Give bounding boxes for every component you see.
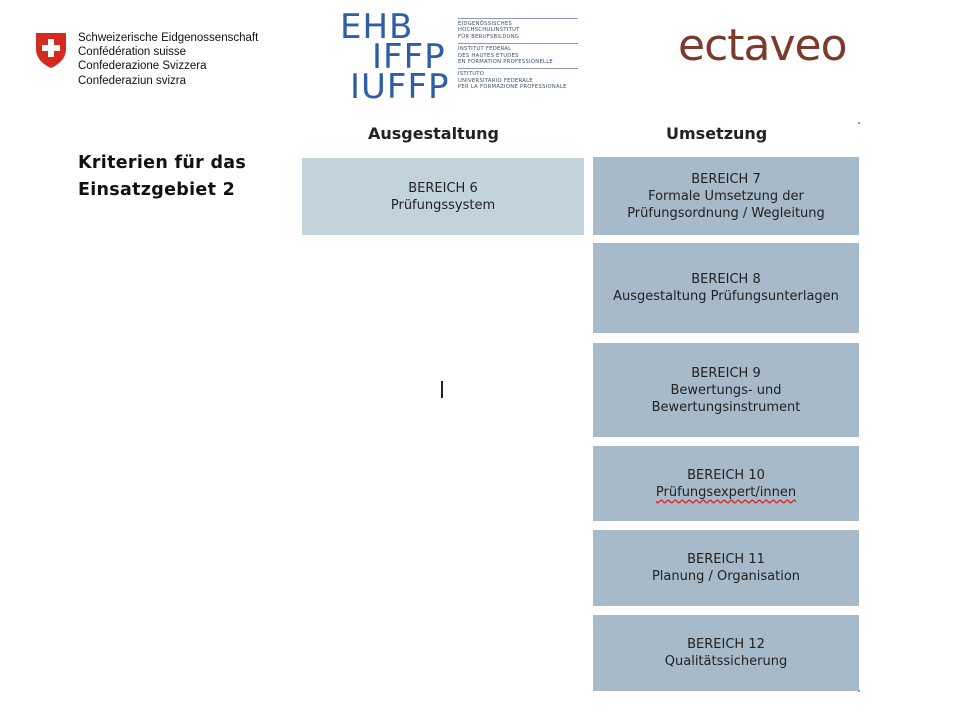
confederation-line: Confederazione Svizzera <box>78 60 207 73</box>
column-header-umsetzung: Umsetzung <box>666 124 768 143</box>
bereich-9-box <box>593 343 859 437</box>
ehb-subtitle-line: EIDGENÖSSISCHES <box>458 21 513 27</box>
swiss-coat-of-arms-icon <box>34 31 68 69</box>
ehb-logo-subtitle <box>458 18 578 94</box>
box-label-spellcheck: Prüfungsexpert/innen <box>655 484 797 500</box>
box-heading: BEREICH 7 <box>691 171 761 187</box>
bereich-10-box <box>593 446 859 521</box>
ehb-subtitle-line: INSTITUT FEDERAL <box>458 46 512 53</box>
bereich-11-box <box>593 530 859 606</box>
ehb-subtitle-line: HOCHSCHULINSTITUT <box>458 27 520 34</box>
bereich-6-box <box>302 158 584 235</box>
slide-title-line: Kriterien für das <box>78 153 247 173</box>
ehb-subtitle-line: FÜR BERUFSBILDUNG <box>458 33 520 40</box>
ehb-subtitle-block-de <box>458 18 578 43</box>
text-cursor <box>441 381 443 398</box>
confederation-line: Confederaziun svizra <box>78 74 187 87</box>
ehb-logo-line: IUFFP <box>350 67 450 107</box>
box-label: Prüfungssystem <box>390 197 496 213</box>
confederation-line: Schweizerische Eidgenossenschaft <box>78 32 259 44</box>
ehb-subtitle-block-it <box>458 68 578 93</box>
box-label: Bewertungsinstrument <box>651 399 801 415</box>
ectaveo-logo: ectaveo <box>678 20 847 71</box>
corner-tick <box>858 690 860 692</box>
box-label: Bewertungs- und <box>670 382 782 398</box>
box-label: Qualitätssicherung <box>664 654 788 669</box>
box-label: Planung / Organisation <box>651 569 801 584</box>
column-header-ausgestaltung: Ausgestaltung <box>368 124 499 143</box>
ehb-subtitle-line: DES HAUTES ETUDES <box>458 52 519 59</box>
box-label: Formale Umsetzung der <box>648 188 804 204</box>
ehb-logo <box>340 7 450 107</box>
ehb-subtitle-line: ISTITUTO <box>458 71 485 78</box>
ehb-logo-line: IFFP <box>372 37 446 77</box>
slide-title <box>78 150 246 204</box>
bereich-8-box <box>593 243 859 333</box>
box-heading: BEREICH 8 <box>691 272 761 287</box>
bereich-12-box <box>593 615 859 691</box>
box-label: Ausgestaltung Prüfungsunterlagen <box>613 289 839 304</box>
corner-tick <box>858 122 860 124</box>
box-heading: BEREICH 10 <box>687 467 765 483</box>
ehb-subtitle-line: UNIVERSITARIO FEDERALE <box>458 77 533 84</box>
box-label: Prüfungsordnung / Wegleitung <box>627 205 825 221</box>
ehb-logo-line: EHB <box>340 7 414 47</box>
box-heading: BEREICH 12 <box>687 637 765 652</box>
box-heading: BEREICH 11 <box>687 552 765 567</box>
ehb-subtitle-line: EN FORMATION PROFESSIONELLE <box>458 59 554 66</box>
ehb-subtitle-line: PER LA FORMAZIONE PROFESSIONALE <box>458 84 567 91</box>
ehb-subtitle-block-fr <box>458 43 578 68</box>
confederation-name <box>78 31 258 88</box>
box-heading: BEREICH 6 <box>408 180 478 196</box>
bereich-7-box <box>593 157 859 235</box>
slide-title-line: Einsatzgebiet 2 <box>78 180 236 200</box>
box-heading: BEREICH 9 <box>691 365 761 381</box>
confederation-line: Confédération suisse <box>78 46 187 59</box>
